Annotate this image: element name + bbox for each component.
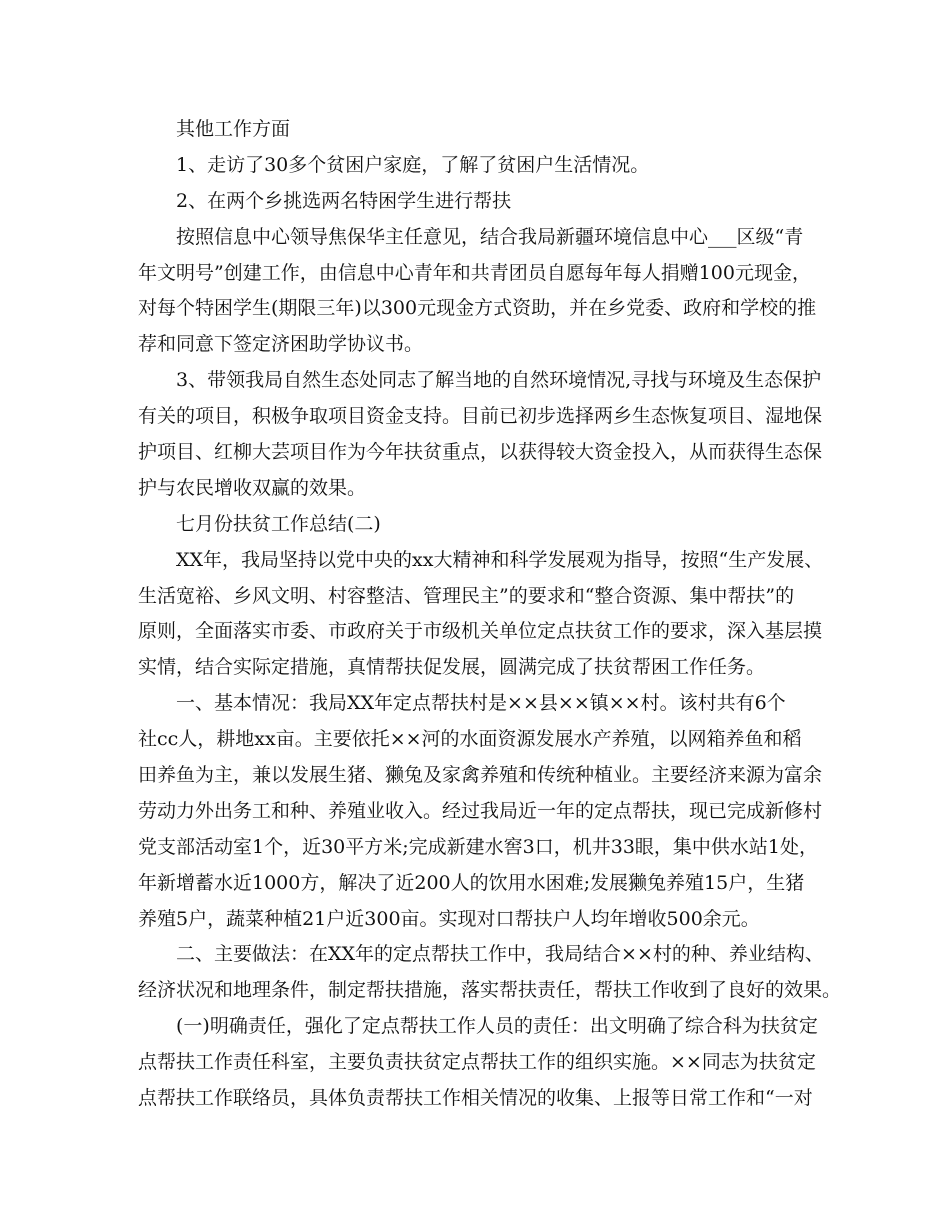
text-line: 对每个特困学生(期限三年)以300元现金方式资助，并在乡党委、政府和学校的推 — [138, 297, 817, 320]
text-line: 荐和同意下签定济困助学协议书。 — [138, 333, 424, 356]
text-line: 护项目、红柳大芸项目作为今年扶贫重点，以获得较大资金投入，从而获得生态保 — [138, 441, 823, 464]
text-line: 其他工作方面 — [176, 118, 291, 140]
text-line: 党支部活动室1个，近30平方米;完成新建水窖3口，机井33眼，集中供水站1处， — [138, 835, 819, 858]
text-line: 年新增蓄水近1000方，解决了近200人的饮用水困难;发展獭兔养殖15户，生猪 — [138, 871, 805, 894]
text-line: 经济状况和地理条件，制定帮扶措施，落实帮扶责任，帮扶工作收到了良好的效果。 — [138, 979, 842, 1002]
text-line: 实情，结合实际定措施，真情帮扶促发展，圆满完成了扶贫帮困工作任务。 — [138, 656, 766, 679]
text-line: 点帮扶工作责任科室，主要负责扶贫定点帮扶工作的组织实施。××同志为扶贫定 — [138, 1051, 816, 1074]
document-body — [138, 112, 842, 1117]
text-line: 田养鱼为主，兼以发展生猪、獭兔及家禽养殖和传统种植业。主要经济来源为富余 — [138, 764, 823, 787]
text-line: 七月份扶贫工作总结(二) — [176, 512, 381, 535]
text-line: 护与农民增收双赢的效果。 — [138, 476, 367, 499]
text-line: (一)明确责任，强化了定点帮扶工作人员的责任：出文明确了综合科为扶贫定 — [176, 1015, 818, 1038]
text-line: 有关的项目，积极争取项目资金支持。目前已初步选择两乡生态恢复项目、湿地保 — [138, 405, 823, 428]
text-line: 养殖5户，蔬菜种植21户近300亩。实现对口帮扶户人均年增收500余元。 — [138, 907, 760, 930]
text-line: 按照信息中心领导焦保华主任意见，结合我局新疆环境信息中心___区级“青 — [176, 225, 804, 248]
text-line: 点帮扶工作联络员，具体负责帮扶工作相关情况的收集、上报等日常工作和“一对 — [138, 1087, 813, 1110]
text-line: 年文明号”创建工作，由信息中心青年和共青团员自愿每年每人捐赠100元现金， — [138, 261, 811, 284]
text-line: 劳动力外出务工和种、养殖业收入。经过我局近一年的定点帮扶，现已完成新修村 — [138, 799, 823, 822]
text-line: 一、基本情况：我局XX年定点帮扶村是××县××镇××村。该村共有6个 — [176, 692, 786, 715]
text-line: XX年，我局坚持以党中央的xx大精神和科学发展观为指导，按照“生产发展、 — [176, 548, 824, 571]
text-line: 2、在两个乡挑选两名特困学生进行帮扶 — [176, 189, 512, 212]
text-line: 社cc人，耕地xx亩。主要依托××河的水面资源发展水产养殖，以网箱养鱼和稻 — [138, 728, 802, 751]
text-line: 原则，全面落实市委、市政府关于市级机关单位定点扶贫工作的要求，深入基层摸 — [138, 620, 823, 643]
text-line: 1、走访了30多个贫困户家庭，了解了贫困户生活情况。 — [176, 153, 650, 176]
text-line: 二、主要做法：在XX年的定点帮扶工作中，我局结合××村的种、养业结构、 — [176, 943, 824, 966]
text-line: 生活宽裕、乡风文明、村容整洁、管理民主”的要求和“整合资源、集中帮扶”的 — [138, 584, 795, 607]
text-line: 3、带领我局自然生态处同志了解当地的自然环境情况,寻找与环境及生态保护 — [176, 369, 822, 392]
